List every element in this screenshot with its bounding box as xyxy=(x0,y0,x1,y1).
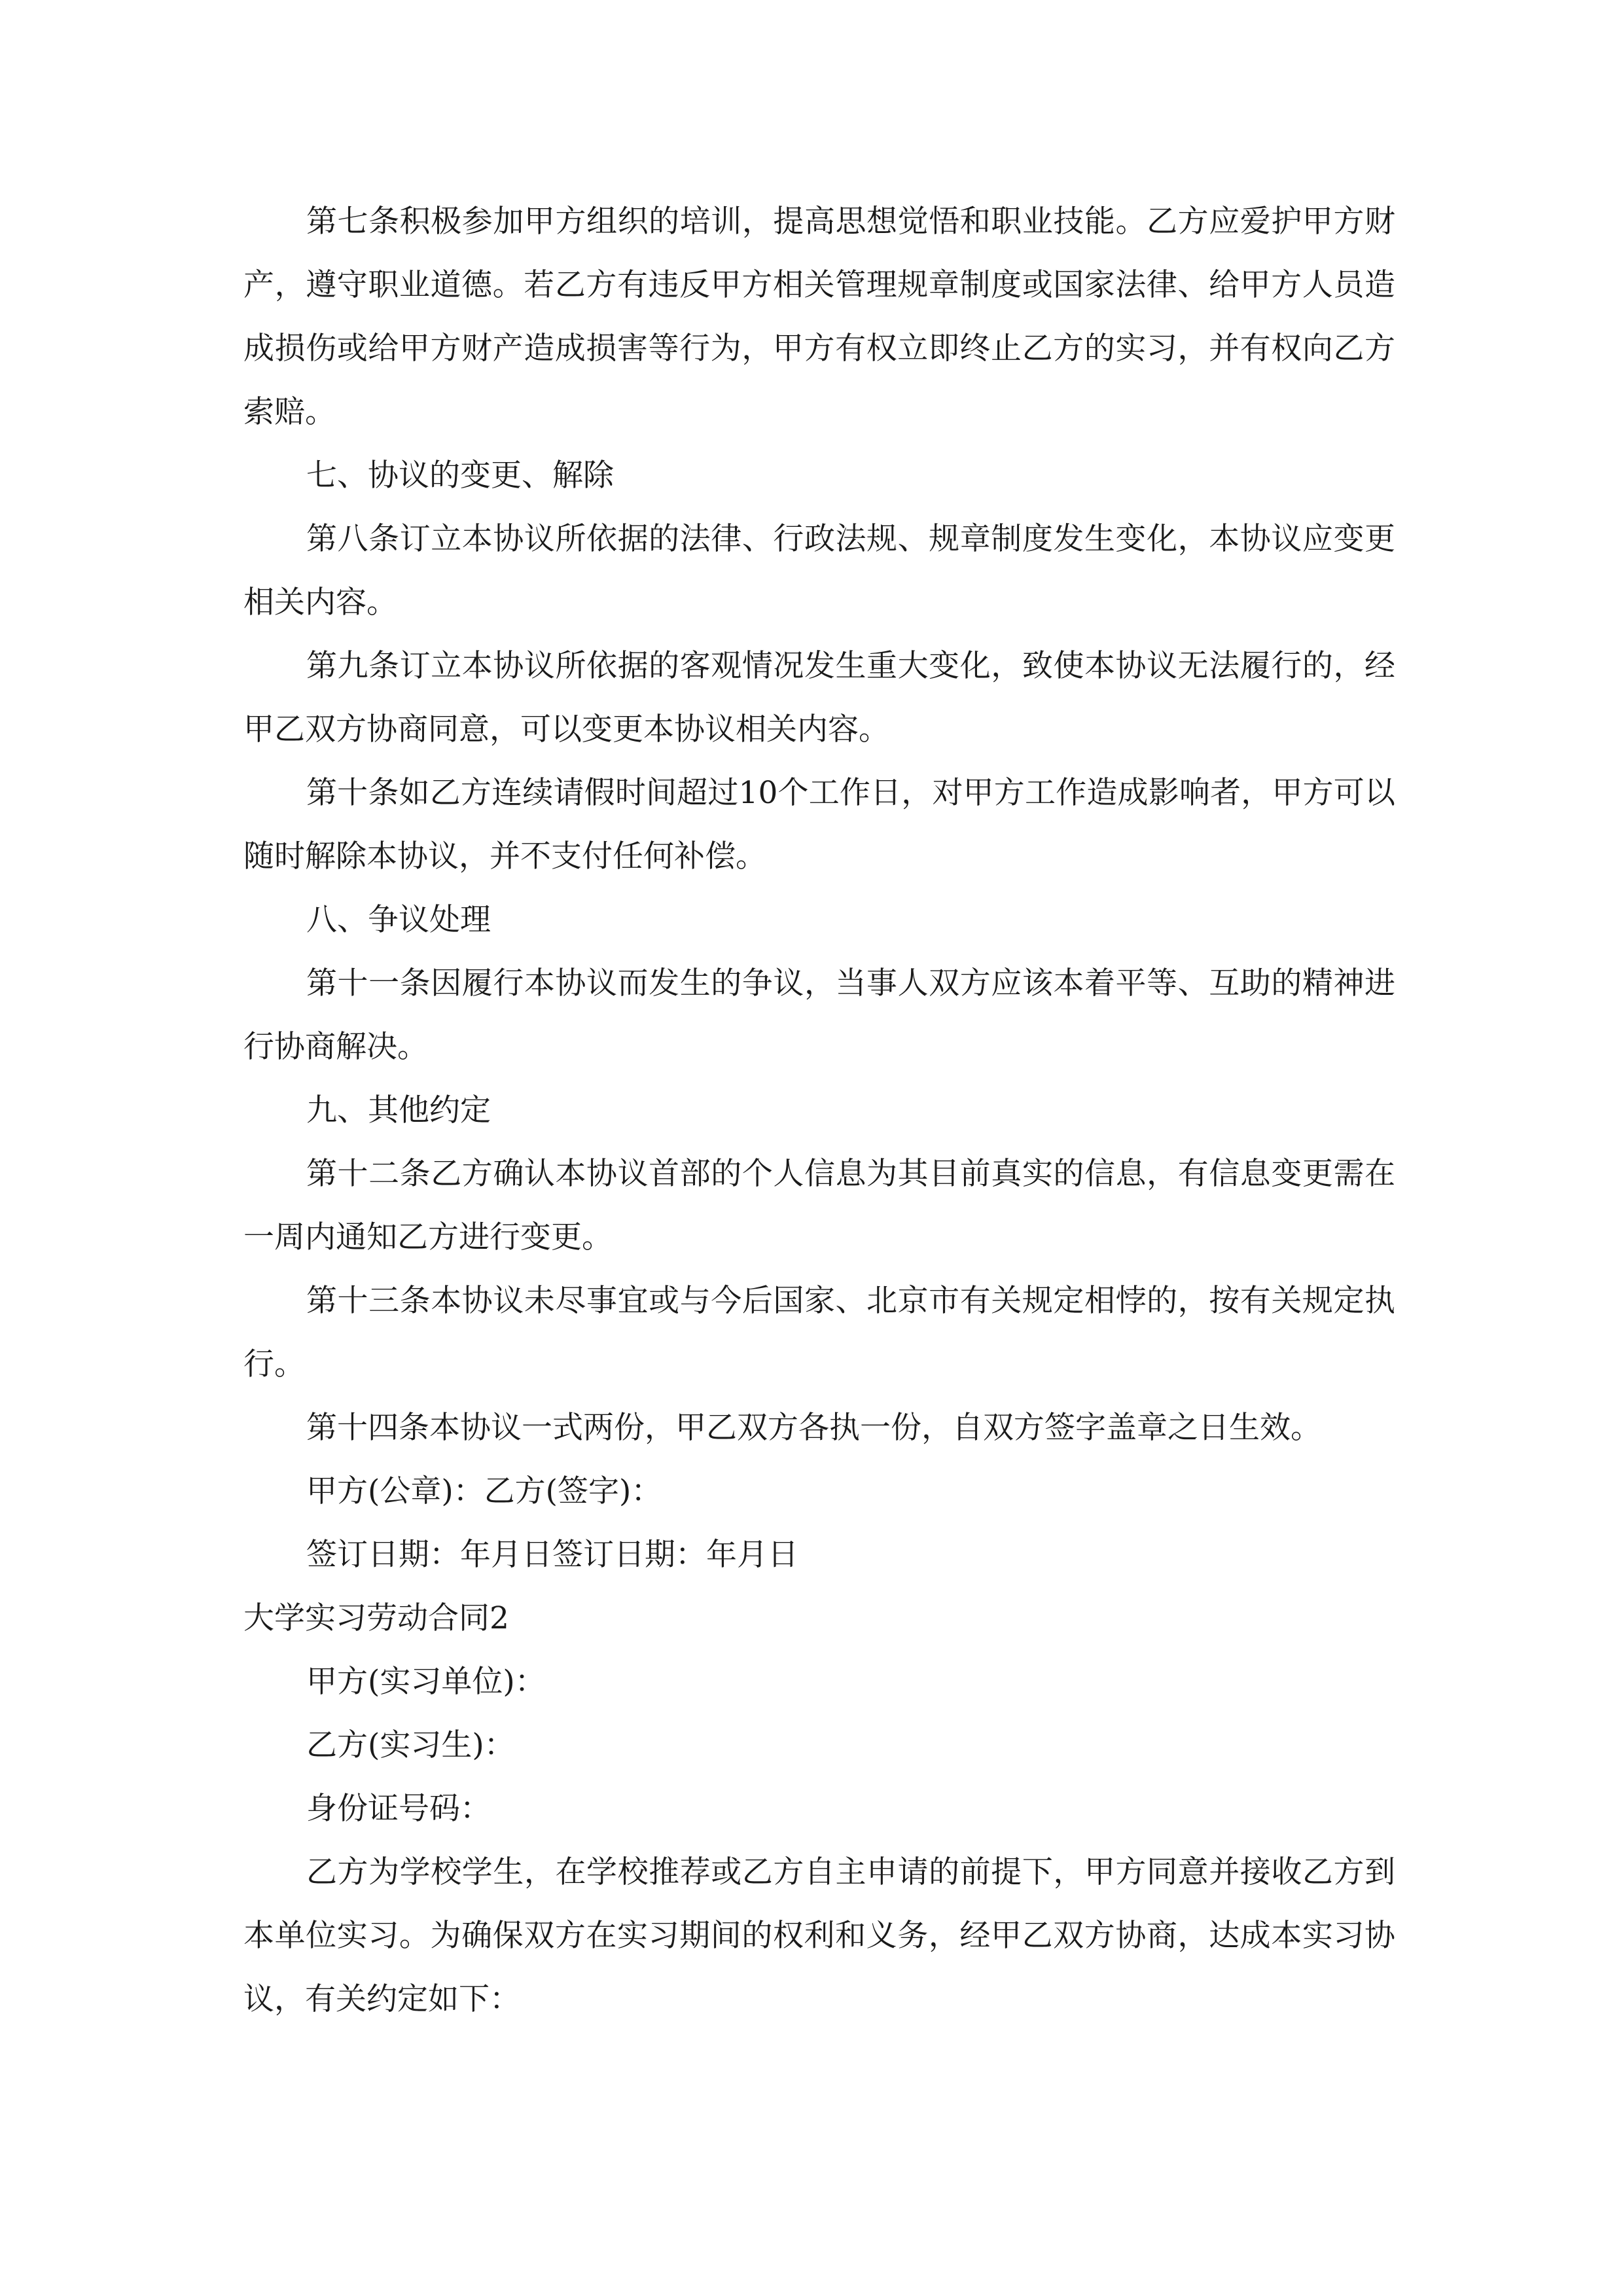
article-9-paragraph: 第九条订立本协议所依据的客观情况发生重大变化，致使本协议无法履行的，经甲乙双方协商同意，可以变更本协议相关内容。 xyxy=(243,648,1395,747)
article-8-paragraph: 第八条订立本协议所依据的法律、行政法规、规章制度发生变化，本协议应变更相关内容。 xyxy=(243,521,1395,620)
contract-2-title: 大学实习劳动合同2 xyxy=(243,1600,509,1636)
article-7-paragraph: 第七条积极参加甲方组织的培训，提高思想觉悟和职业技能。乙方应爱护甲方财产，遵守职业道德。若乙方有违反甲方相关管理规章制度或国家法律、给甲方人员造成损伤或给甲方财产造成损害等行为，甲方有权立即终止乙方的实习，并有权向乙方索赔。 xyxy=(243,204,1395,430)
article-12-paragraph: 第十二条乙方确认本协议首部的个人信息为其目前真实的信息，有信息变更需在一周内通知乙方进行变更。 xyxy=(243,1156,1395,1255)
section-8-heading: 八、争议处理 xyxy=(306,902,491,938)
section-7-heading: 七、协议的变更、解除 xyxy=(306,457,614,493)
party-b-line: 乙方(实习生)： xyxy=(306,1727,515,1763)
signing-date-line: 签订日期：年月日签订日期：年月日 xyxy=(306,1537,798,1573)
article-14-paragraph: 第十四条本协议一式两份，甲乙双方各执一份，自双方签字盖章之日生效。 xyxy=(306,1410,1321,1446)
preamble-paragraph: 乙方为学校学生，在学校推荐或乙方自主申请的前提下，甲方同意并接收乙方到本单位实习。为确保双方在实习期间的权利和义务，经甲乙双方协商，达成本实习协议，有关约定如下： xyxy=(243,1854,1395,2017)
document-body xyxy=(243,190,1395,2031)
article-11-paragraph: 第十一条因履行本协议而发生的争议，当事人双方应该本着平等、互助的精神进行协商解决。 xyxy=(243,965,1395,1065)
party-a-line: 甲方(实习单位)： xyxy=(306,1664,546,1700)
id-number-line: 身份证号码： xyxy=(306,1791,491,1827)
article-13-paragraph: 第十三条本协议未尽事宜或与今后国家、北京市有关规定相悖的，按有关规定执行。 xyxy=(243,1283,1395,1382)
article-10-paragraph: 第十条如乙方连续请假时间超过10个工作日，对甲方工作造成影响者，甲方可以随时解除本协议，并不支付任何补偿。 xyxy=(243,775,1395,874)
signature-parties-line: 甲方(公章)：乙方(签字)： xyxy=(306,1473,662,1509)
section-9-heading: 九、其他约定 xyxy=(306,1092,491,1128)
